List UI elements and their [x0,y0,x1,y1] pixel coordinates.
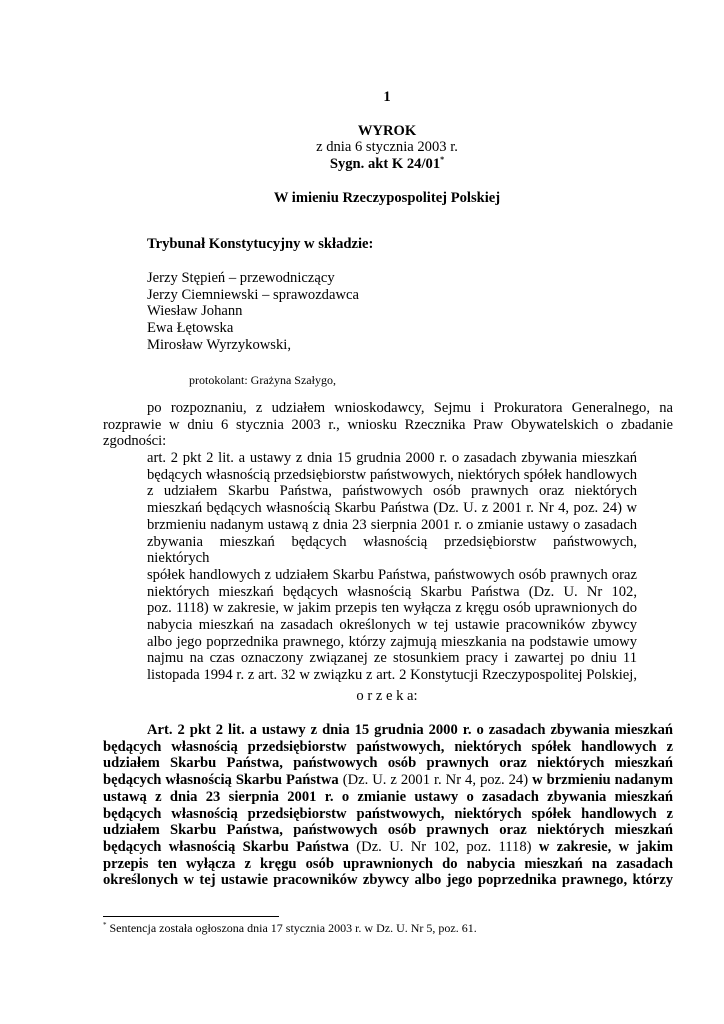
footnote-ref: * [440,155,445,165]
ruling-citation-text: (Dz. U. z 2001 r. Nr 4, poz. 24) [342,772,533,789]
quoted-line: niektórych mieszkań będących własnością Skarbu Państwa (Dz. U. Nr 102, [147,583,637,600]
ruling-bold-text: przepis ten wyłącza z kręgu osób uprawnionych do nabycia mieszkań na zasadach [103,855,673,872]
ruling-line [103,856,673,873]
case-reference-text: Sygn. akt K 24/01 [329,156,441,172]
ruling-bold-text: w zakresie, w jakim [538,838,673,855]
intro-line: zgodności: [103,433,167,450]
intro-line: po rozpoznaniu, z udziałem wnioskodawcy, Sejmu i Prokuratora Generalnego, na [147,400,673,416]
ruling-line [103,789,673,806]
ruling-bold-text: w brzmieniu nadanym [532,772,673,789]
quoted-line: zbywania mieszkań będących własnością przedsiębiorstw państwowych, niektórych [147,533,637,567]
quoted-line: będących własnością przedsiębiorstw państwowych, niektórych spółek handlowych [147,466,637,483]
ruling-line [103,772,673,789]
ruling-bold-text: Art. 2 pkt 2 lit. a ustawy z dnia 15 grudnia 2000 r. o zasadach zbywania mieszkań [147,722,673,738]
quoted-provision [147,450,637,684]
ruling-bold-text: udziałem Skarbu Państwa, państwowych osób prawnych oraz niektórych mieszkań [103,755,673,772]
ruling-bold-text: ustawą z dnia 23 sierpnia 2001 r. o zmianie ustawy o zasadach zbywania mieszkań [103,788,673,805]
footnote-separator [103,916,279,917]
ruling-date: z dnia 6 stycznia 2003 r. [316,139,458,155]
quoted-line: najmu na czas oznaczony związanej ze stosunkiem pracy i zawartej po dniu 11 [147,650,637,667]
intro-line: rozprawie w dniu 6 stycznia 2003 r., wniosku Rzecznika Praw Obywatelskich o zbadanie [103,416,673,433]
quoted-line: listopada 1994 r. z art. 32 w związku z art. 2 Konstytucji Rzeczypospolitej Polskiej, [147,667,637,684]
ruling-line [103,722,673,739]
footnote-text: Sentencja została ogłoszona dnia 17 stycznia 2003 r. w Dz. U. Nr 5, poz. 61. [109,921,477,935]
quoted-line: brzmieniu nadanym ustawą z dnia 23 sierpnia 2001 r. o zmianie ustawy o zasadach [147,516,637,533]
quoted-line: nabycia mieszkań na zasadach określonych w tej ustawie pracowników zbywcy [147,617,637,634]
orzeka-heading: o r z e k a: [356,688,418,704]
quoted-line: mieszkań będących własnością Skarbu Państwa (Dz. U. z 2001 r. Nr 4, poz. 24) w [147,500,637,517]
page-number: 1 [383,89,391,105]
ruling-bold-text: będących własnością przedsiębiorstw państwowych, niektórych spółek handlowych z [103,805,673,822]
republic-heading: W imieniu Rzeczypospolitej Polskiej [273,190,501,206]
ruling-paragraph [103,722,673,889]
tribunal-heading: Trybunał Konstytucyjny w składzie: [147,236,374,252]
ruling-line [103,839,673,856]
quoted-line: z udziałem Skarbu Państwa, państwowych osób prawnych oraz niektórych [147,483,637,500]
quoted-line: art. 2 pkt 2 lit. a ustawy z dnia 15 grudnia 2000 r. o zasadach zbywania mieszkań [147,450,637,466]
ruling-bold-text: będących własnością Skarbu Państwa [103,838,357,855]
judge-item: Ewa Łętowska [147,320,234,337]
ruling-bold-text: będących własnością przedsiębiorstw państwowych, niektórych spółek handlowych z [103,738,673,755]
quoted-line: spółek handlowych z udziałem Skarbu Państwa, państwowych osób prawnych oraz [147,566,637,583]
ruling-line [103,872,673,889]
judge-item: Wiesław Johann [147,303,243,320]
protocol-clerk: protokolant: Grażyna Szałygo, [189,373,336,387]
case-reference [0,156,724,173]
ruling-title: WYROK [357,123,417,139]
judge-item: Jerzy Stępień – przewodniczący [147,270,335,286]
judge-item: Mirosław Wyrzykowski, [147,336,291,353]
ruling-line [103,806,673,823]
ruling-bold-text: udziałem Skarbu Państwa, państwowych osób prawnych oraz niektórych mieszkań [103,822,673,839]
ruling-line [103,755,673,772]
ruling-line [103,739,673,756]
ruling-citation-text: (Dz. U. Nr 102, poz. 1118) [356,838,539,855]
intro-paragraph [103,400,673,450]
quoted-line: poz. 1118) w zakresie, w jakim przepis ten wyłącza z kręgu osób uprawnionych do [147,600,637,617]
judges-list [147,270,359,354]
ruling-bold-text: będących własnością Skarbu Państwa [103,772,343,789]
judge-item: Jerzy Ciemniewski – sprawozdawca [147,286,359,303]
ruling-line [103,822,673,839]
footnote [103,921,477,935]
footnote-marker: * [103,921,107,929]
quoted-line: albo jego poprzednika prawnego, którzy zajmują mieszkania na podstawie umowy [147,633,637,650]
ruling-bold-text: określonych w tej ustawie pracowników zbywcy albo jego poprzednika prawnego, którzy [103,872,673,889]
